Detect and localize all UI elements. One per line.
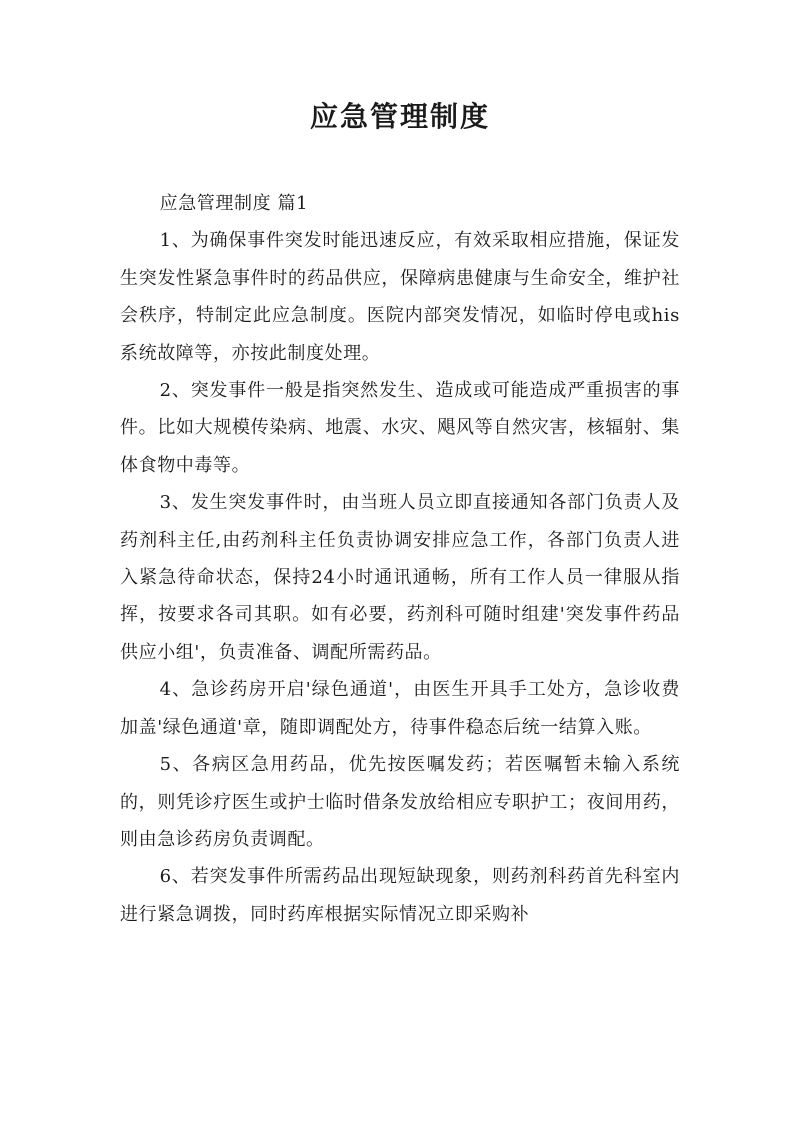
paragraph-2: 2、突发事件一般是指突然发生、造成或可能造成严重损害的事件。比如大规模传染病、地震、水灾、飓风等自然灾害，核辐射、集体食物中毒等。	[120, 380, 680, 476]
document-title: 应急管理制度	[309, 100, 490, 133]
paragraph-1: 1、为确保事件突发时能迅速反应，有效采取相应措施，保证发生突发性紧急事件时的药品供应，保障病患健康与生命安全，维护社会秩序，特制定此应急制度。医院内部突发情况，如临时停电或his系统故障等，亦按此制度处理。	[120, 230, 680, 364]
paragraph-4: 4、急诊药房开启'绿色通道'，由医生开具手工处方，急诊收费加盖'绿色通道'章，随即调配处方，待事件稳态后统一结算入账。	[120, 679, 680, 738]
paragraph-5: 5、各病区急用药品，优先按医嘱发药；若医嘱暂未输入系统的，则凭诊疗医生或护士临时借条发放给相应专职护工；夜间用药，则由急诊药房负责调配。	[120, 754, 680, 850]
paragraph-6: 6、若突发事件所需药品出现短缺现象，则药剂科药首先科室内进行紧急调拨，同时药库根据实际情况立即采购补	[120, 866, 680, 925]
section-heading: 应急管理制度 篇1	[159, 193, 309, 214]
document-body	[120, 185, 680, 933]
paragraph-3: 3、发生突发事件时，由当班人员立即直接通知各部门负责人及药剂科主任,由药剂科主任负责协调安排应急工作，各部门负责人进入紧急待命状态，保持24小时通讯通畅，所有工作人员一律服从指挥，按要求各司其职。如有必要，药剂科可随时组建'突发事件药品供应小组'，负责准备、调配所需药品。	[120, 492, 680, 663]
